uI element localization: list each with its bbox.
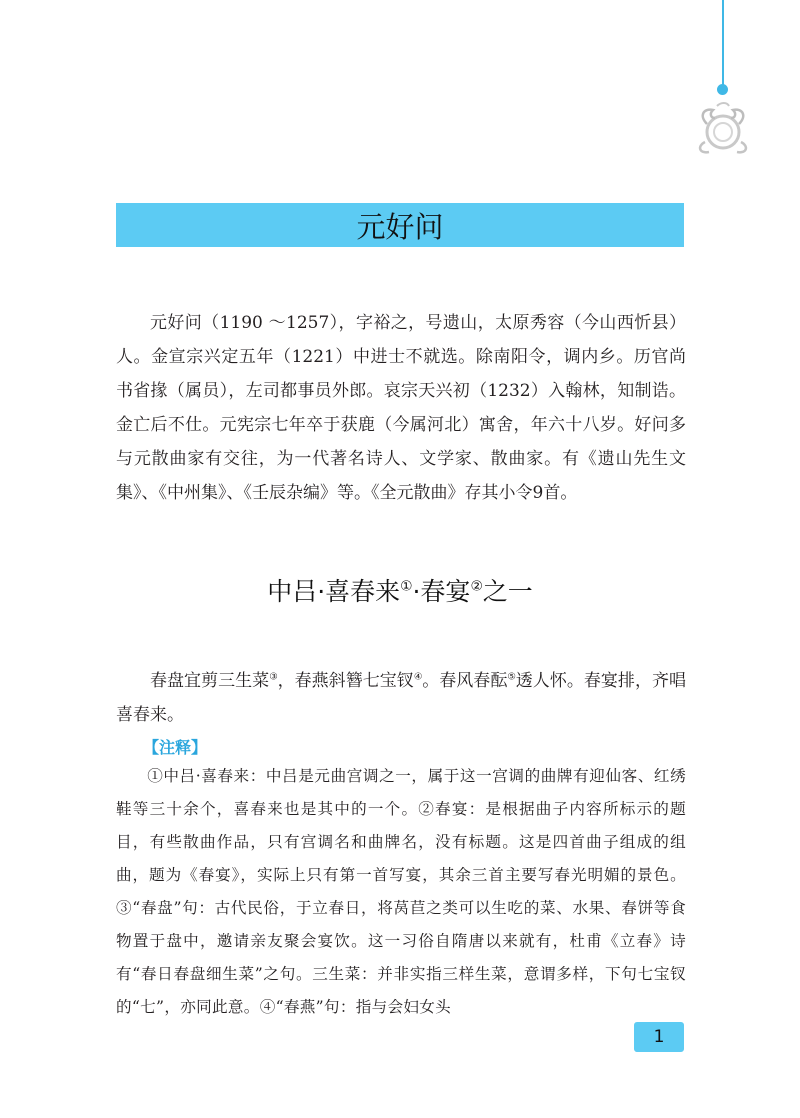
page-number: 1 <box>653 1027 665 1047</box>
poem-title-part2: ·春宴 <box>412 577 471 606</box>
footnote-marker: ① <box>400 578 413 595</box>
poem-segment: ，春燕斜簪七宝钗 <box>277 671 414 691</box>
notes-text: ①中吕·喜春来：中吕是元曲宫调之一，属于这一宫调的曲牌有迎仙客、红绣鞋等三十余个，喜春来也是其中的一个。②春宴：是根据曲子内容所标示的题目，有些散曲作品，只有宫调名和曲牌名，没有标题。这是四首曲子组成的组曲，题为《春宴》，实际上只有第一首写宴，其余三首主要写春光明媚的景色。③“春盘”句：古代民俗，于立春日，将莴苣之类可以生吃的菜、水果、春饼等食物置于盘中，邀请亲友聚会宴饮。这一习俗自隋唐以来就有，杜甫《立春》诗有“春日春盘细生菜”之句。三生菜：并非实指三样生菜，意谓多样，下句七宝钗的“七”，亦同此意。④“春燕”句：指与会妇女头 <box>116 767 686 1016</box>
poem-title-part1: 中吕·喜春来 <box>267 577 401 606</box>
poem-title <box>116 572 684 608</box>
footnote-marker: ③ <box>269 671 278 683</box>
author-banner <box>116 203 684 247</box>
poem-segment: 。春风春酝 <box>422 671 508 691</box>
footnote-marker: ⑤ <box>507 671 516 683</box>
footnote-marker: ② <box>470 578 483 595</box>
decorative-dot <box>717 84 728 95</box>
poem-segment: 透人怀。春宴排，齐唱喜春来。 <box>116 671 686 725</box>
dragon-emblem-icon <box>693 102 753 158</box>
author-name: 元好问 <box>356 209 444 244</box>
page-number-badge <box>634 1022 684 1052</box>
poem-text <box>116 664 686 732</box>
notes-heading: 【注释】 <box>143 738 208 757</box>
poem-title-part3: 之一 <box>482 577 533 606</box>
author-bio: 元好问（1190 ～1257），字裕之，号遗山，太原秀容（今山西忻县）人。金宣宗兴定五年（1221）中进士不就选。除南阳令，调内乡。历官尚书省掾（属员），左司都事员外郎。哀宗天兴初（1232）入翰林，知制诰。金亡后不仕。元宪宗七年卒于获鹿（今属河北）寓舍，年六十八岁。好问多与元散曲家有交往，为一代著名诗人、文学家、散曲家。有《遗山先生文集》、《中州集》、《壬辰杂编》等。《全元散曲》存其小令9首。 <box>116 313 686 503</box>
decorative-vertical-line <box>722 0 724 86</box>
footnote-marker: ④ <box>413 671 423 683</box>
poem-segment: 春盘宜剪三生菜 <box>150 671 270 691</box>
